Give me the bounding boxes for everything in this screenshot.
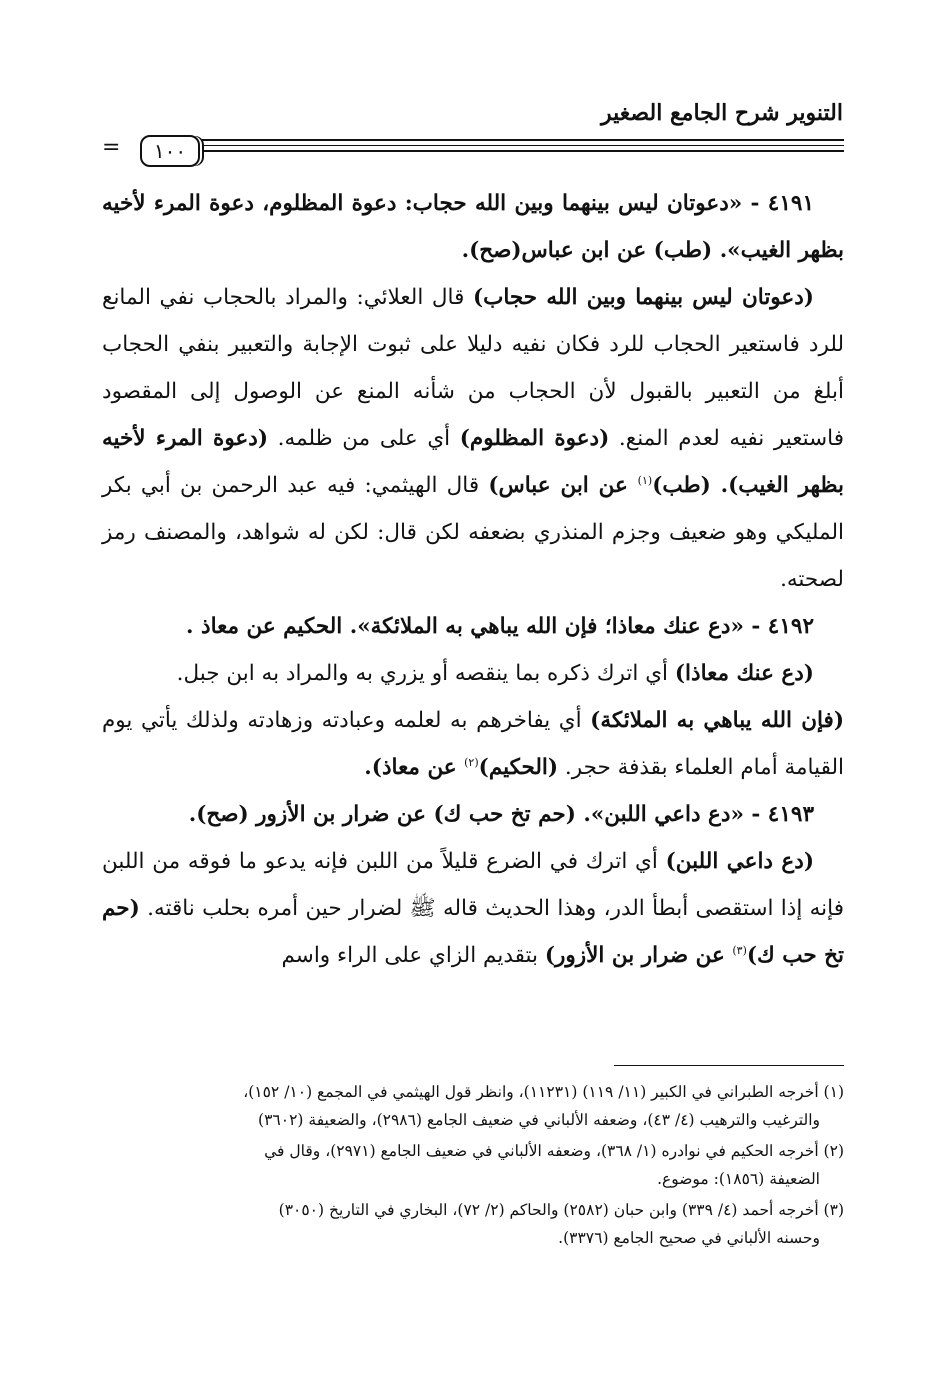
hadith-4191 [102, 180, 844, 274]
quote: (فإن الله يباهي به الملائكة) [590, 708, 844, 733]
quote: (دع عنك معاذا) [674, 661, 814, 686]
hadith-4193-text: ٤١٩٣ - «دع داعي اللبن». (حم تخ حب ك) عن ضرار بن الأزور (صح). [188, 802, 814, 827]
header-rule-line-middle [202, 145, 844, 146]
commentary-text: أي على من ظلمه. [268, 426, 460, 451]
footnote-ref-2[interactable]: (٢) [464, 755, 479, 769]
footnote-ref-1[interactable]: (١) [637, 473, 653, 487]
commentary-4192 [102, 650, 844, 791]
commentary-text: قال العلائي: والمراد بالحجاب نفي المانع للرد فاستعير الحجاب للرد فكان نفيه دليلا على ثبوت الإجابة والتعبير بنفي الحجاب أبلغ من التعبير بالقبول لأن الحجاب من شأنه المنع عن الوصول إلى المقصود فاستعير نفيه لعدم المنع. [102, 285, 844, 451]
commentary-4193 [102, 838, 844, 979]
footnote-1-line-2: والترغيب والترهيب (٤/ ٤٣)، وضعفه الألباني في ضعيف الجامع (٢٩٨٦)، والضعيفة (٣٦٠٢) [258, 1111, 820, 1129]
footnote-1 [102, 1078, 844, 1134]
footnote-2-line-1: (٢) أخرجه الحكيم في نوادره (١/ ٣٦٨)، وضعفه الألباني في ضعيف الجامع (٢٩٧١)، وقال في [264, 1142, 844, 1160]
quote: (دعوة المظلوم) [459, 426, 610, 451]
footnote-ref-3[interactable]: (٣) [732, 943, 747, 957]
commentary-text: بتقديم الزاي على الراء واسم [281, 943, 545, 968]
footnote-separator [614, 1065, 844, 1066]
header-rule-line-top [202, 139, 844, 141]
commentary-text: أي يفاخرهم به لعلمه وعبادته وزهادته ولذلك يأتي يوم القيامة أمام العلماء بقذفة حجر. [102, 708, 844, 780]
commentary-text: أي اترك ذكره بما ينقصه أو يزري به والمراد به ابن جبل. [176, 661, 675, 686]
commentary-4191 [102, 274, 844, 603]
quote: عن معاذ). [364, 755, 465, 780]
footnote-3-line-2: وحسنه الألباني في صحيح الجامع (٣٣٧٦). [558, 1229, 820, 1247]
page-number: ١٠٠ [140, 135, 200, 167]
footnote-3-line-1: (٣) أخرجه أحمد (٤/ ٣٣٩) وابن حبان (٢٥٨٢) والحاكم (٢/ ٧٢)، البخاري في التاريخ (٣٠٥٠) [278, 1201, 844, 1219]
quote: (دعوتان ليس بينهما وبين الله حجاب) [472, 285, 814, 310]
header-rule-line-bottom [202, 150, 844, 152]
main-text [102, 180, 844, 979]
quote: عن ضرار بن الأزور) [544, 943, 733, 968]
equals-mark: = [102, 135, 121, 160]
hadith-4191-text: ٤١٩١ - «دعوتان ليس بينهما وبين الله حجاب: دعوة المظلوم، دعوة المرء لأخيه بظهر الغيب». (طب) عن ابن عباس(صح). [102, 191, 844, 263]
header-rule [102, 125, 844, 173]
footnote-3 [102, 1196, 844, 1252]
quote: (الحكيم) [478, 755, 559, 780]
hadith-4193 [102, 791, 844, 838]
quote: عن ابن عباس) [488, 473, 638, 498]
footnotes [102, 1078, 844, 1255]
running-title: التنوير شرح الجامع الصغير [601, 100, 843, 126]
quote: (حم تخ حب ك) [102, 896, 844, 968]
commentary-text: قال الهيثمي: فيه عبد الرحمن بن أبي بكر المليكي وهو ضعيف وجزم المنذري بضعفه لكن قال: لكن له شواهد، والمصنف رمز لصحته. [102, 473, 844, 592]
commentary-text: أي اترك في الضرع قليلاً من اللبن فإنه يدعو ما فوقه من اللبن فإنه إذا استقصى أبطأ الدر، وهذا الحديث قاله ﷺ لضرار حين أمره بحلب ناقته. [102, 849, 844, 921]
footnote-2 [102, 1137, 844, 1193]
quote: (دعوة المرء لأخيه بظهر الغيب). (طب) [102, 426, 844, 498]
hadith-4192-text: ٤١٩٢ - «دع عنك معاذا؛ فإن الله يباهي به الملائكة». الحكيم عن معاذ . [186, 614, 814, 639]
footnote-1-line-1: (١) أخرجه الطبراني في الكبير (١١/ ١١٩) (١١٢٣١)، وانظر قول الهيثمي في المجمع (١٠/ ١٥٢)، [243, 1083, 844, 1101]
hadith-4192 [102, 603, 844, 650]
quote: (دع داعي اللبن) [665, 849, 814, 874]
footnote-2-line-2: الضعيفة (١٨٥٦): موضوع. [657, 1170, 820, 1188]
